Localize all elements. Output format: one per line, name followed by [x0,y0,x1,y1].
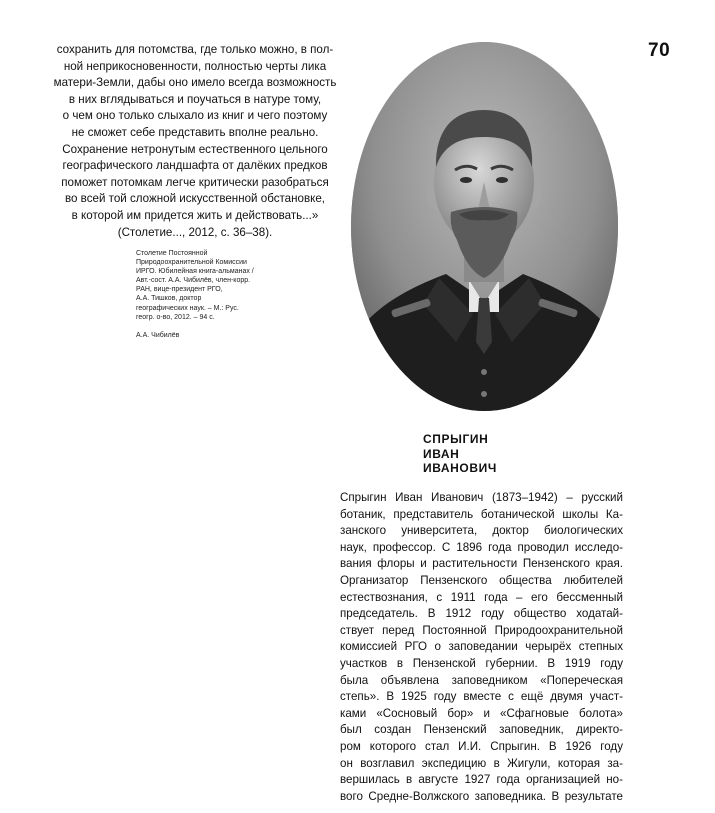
citation-block [136,249,296,340]
surname: СПРЫГИН [423,432,489,446]
quote-line: матери-Земли, дабы оно имело всегда возможность [53,76,337,90]
bio-line: комиссией РГО о заповедании черырёх степных [340,640,623,654]
bio-line: ботаник, представитель ботанической школы Ка- [340,507,623,521]
quote-line: в которой им придется жить и действовать...» [71,208,319,222]
quote-line: географического ландшафта от далёких предков [62,159,328,173]
bio-line: ками «Сосновый бор» и «Сфагновые болота» [340,706,623,720]
quote-line: (Столетие..., 2012, с. 36–38). [117,225,273,239]
patronymic: ИВАНОВИЧ [423,461,497,475]
citation-line: Авт.-сост. А.А. Чибилёв, член-корр. [136,277,251,285]
citation-line: географических наук. – М.: Рус. [136,304,239,312]
bio-line: вершилась в августе 1927 года организацией но- [340,773,623,787]
citation-author: А.А. Чибилёв [136,331,180,339]
quote-line: Сохранение нетронутым естественного цельного [62,142,328,156]
citation-line: геогр. о-во, 2012. – 94 с. [136,313,215,321]
bio-line: ром которого стал И.И. Спрыгин. В 1926 году [340,739,623,753]
bio-line: наук, профессор. С 1896 года проводил исследо- [340,540,623,554]
citation-line: А.А. Тишков, доктор [136,295,202,303]
bio-line: председатель. В 1912 году общество ходатай- [340,607,623,621]
biography-text [340,490,623,805]
quote-line: во всей той сложной искусственной обстановке, [64,192,326,206]
citation-line: Столетие Постоянной [136,250,208,257]
quote-line: в них вглядываться и поучаться в натуре тому, [68,92,322,106]
page-number: 70 [648,40,671,61]
citation-line: РАН, вице-президент РГО, [136,286,223,294]
quote-line: о чем оно только слыхало из книг и чего поэтому [62,109,328,123]
quote-block [52,42,338,241]
bio-line: участков в Пензенской губернии. В 1919 году [340,656,623,670]
bio-line: естествознания, с 1911 года – его бессменный [340,590,623,604]
quote-line: сохранить для потомства, где только можно, в пол- [56,43,334,56]
bio-line: Организатор Пензенского общества любителей [340,573,623,587]
citation-line: ИРГО. Юбилейная книга-альманах / [136,268,254,276]
citation-line: Природоохранительной Комиссии [136,259,247,267]
bio-line: была объявлена заповедником «Поперечеcкая [340,673,623,687]
quote-line: ной неприкосновенности, полностью черты лика [63,59,327,73]
quote-line: поможет потомкам легче критически разобраться [61,175,329,189]
portrait-photo [351,42,618,411]
bio-line: ствует перед Постоянной Природоохранительной [340,623,623,637]
first-name: ИВАН [423,446,460,461]
bio-line: вания флоры и растительности Пензенского края. [340,557,623,571]
bio-line: Спрыгин Иван Иванович (1873–1942) – русский [340,491,623,504]
bio-line: степь». В 1925 году вместе с ещё двумя участ- [340,690,623,704]
person-name-heading [423,432,497,476]
bio-line: был создан Пензенский заповедник, директо- [340,723,623,737]
bio-line: занского университета, доктор биологических [340,524,623,538]
quote-line: не сможет себе представить вполне реально. [71,125,319,139]
bio-line: вого Средне-Волжского заповедника. В результате [340,789,623,803]
bio-line: он возглавил экспедицию в Жигули, которая за- [340,756,623,770]
